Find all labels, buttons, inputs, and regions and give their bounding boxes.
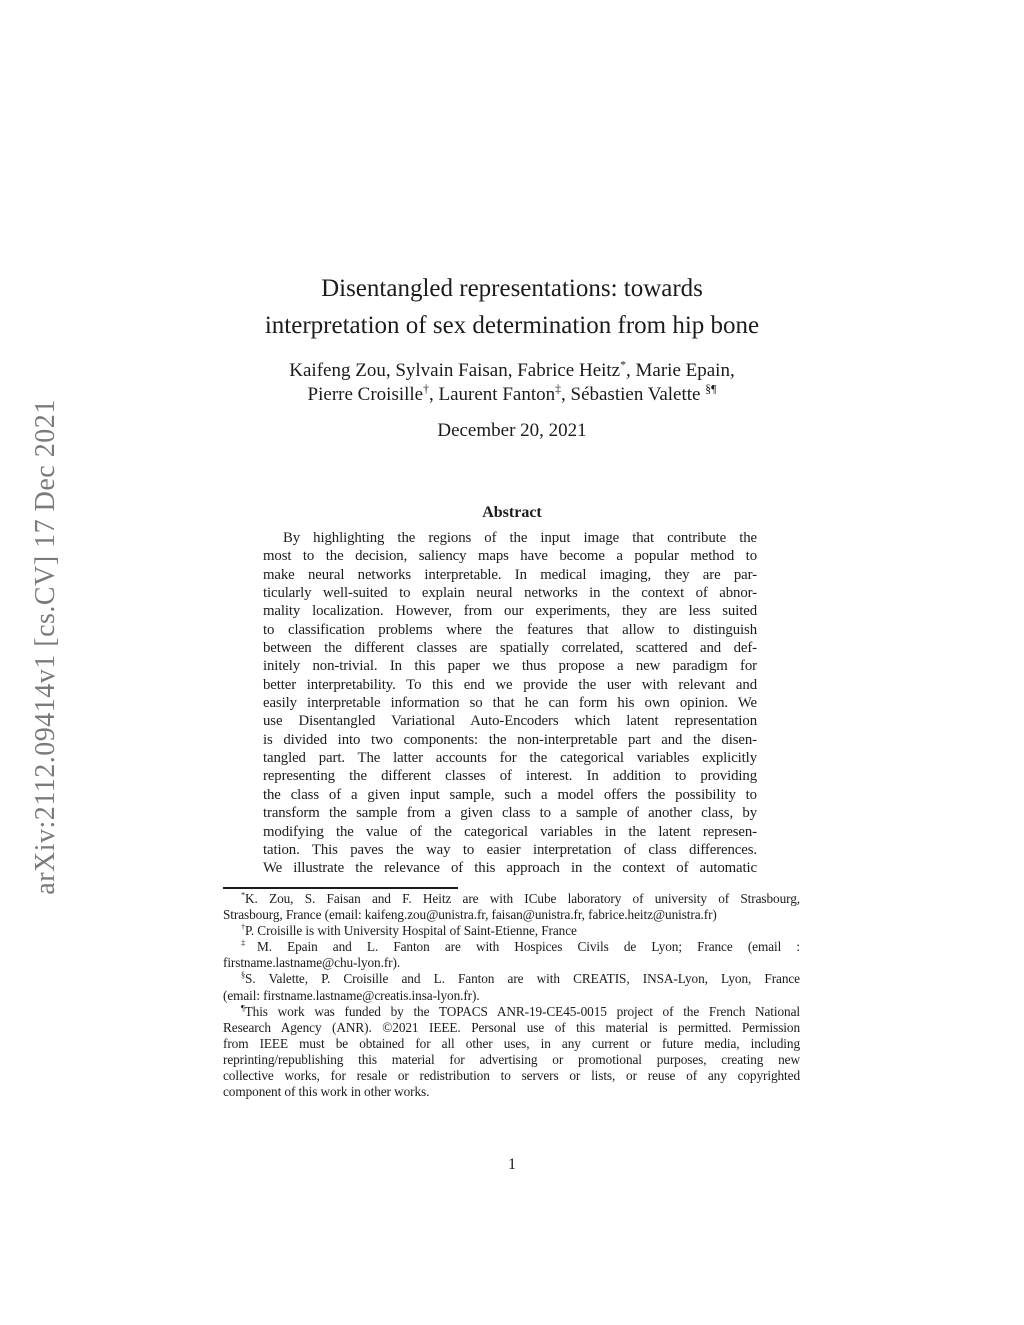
arxiv-stamp: arXiv:2112.09414v1 [cs.CV] 17 Dec 2021 xyxy=(30,399,61,895)
footnote-line: firstname.lastname@chu-lyon.fr). xyxy=(223,955,401,971)
author-line-2: Pierre Croisille†, Laurent Fanton‡, Sébastien Valette §¶ xyxy=(307,382,717,405)
footnote-marker: * xyxy=(620,358,627,372)
text-line: transform the sample from a given class to a sample of another class, by xyxy=(263,805,757,822)
footnote-marker: † xyxy=(423,382,429,396)
footnote-rule xyxy=(223,887,458,889)
text-line: is divided into two components: the non-interpretable part and the disen- xyxy=(263,731,757,748)
title-line-1: Disentangled representations: towards xyxy=(321,275,703,302)
text-line: tation. This paves the way to easier interpretation of class differences. xyxy=(263,841,757,858)
footnote-marker: § xyxy=(241,971,246,981)
footnote-line: ‡M. Epain and L. Fanton are with Hospices Civils de Lyon; France (email : xyxy=(241,938,800,955)
footnote-marker: §¶ xyxy=(705,382,717,396)
page-number: 1 xyxy=(508,1156,516,1173)
footnote-line: from IEEE must be obtained for all other uses, in any current or future media, including xyxy=(223,1035,800,1051)
footnote-line: *K. Zou, S. Faisan and F. Heitz are with ICube laboratory of university of Strasbourg, xyxy=(241,890,800,906)
paper-title xyxy=(0,270,1024,344)
footnote-marker: ‡ xyxy=(555,382,561,396)
footnote-marker: * xyxy=(241,890,246,900)
abstract-body xyxy=(263,529,757,878)
footnote-line: reprinting/republishing this material for advertising or promotional purposes, creating new xyxy=(223,1051,800,1067)
footnote-marker: † xyxy=(241,922,246,932)
text-line: ticularly well-suited to explain neural networks in the context of abnor- xyxy=(263,585,757,602)
footnotes xyxy=(223,891,800,1100)
text-line: mality localization. However, from our experiments, they are less suited xyxy=(263,603,757,620)
text-line: the class of a given input sample, such a model offers the possibility to xyxy=(263,786,757,803)
footnote-line: Strasbourg, France (email: kaifeng.zou@unistra.fr, faisan@unistra.fr, fabrice.heitz@unistra.fr) xyxy=(223,907,717,923)
text-line: By highlighting the regions of the input image that contribute the xyxy=(283,530,757,546)
author-line-1: Kaifeng Zou, Sylvain Faisan, Fabrice Heitz*, Marie Epain, xyxy=(289,358,735,381)
abstract-heading: Abstract xyxy=(482,504,542,521)
footnote-line: collective works, for resale or redistribution to servers or lists, or reuse of any copyrighted xyxy=(223,1068,800,1084)
author-list xyxy=(0,359,1024,407)
paper-date: December 20, 2021 xyxy=(437,420,587,441)
text-line: representing the different classes of interest. In addition to providing xyxy=(263,768,757,785)
text-line: to classification problems where the features that allow to distinguish xyxy=(263,621,757,638)
text-line: We illustrate the relevance of this approach in the context of automatic xyxy=(263,860,757,877)
text-line: initely non-trivial. In this paper we thus propose a new paradigm for xyxy=(263,658,757,675)
text-line: better interpretability. To this end we provide the user with relevant and xyxy=(263,676,757,693)
footnote-line: (email: firstname.lastname@creatis.insa-lyon.fr). xyxy=(223,987,480,1003)
footnote-line: †P. Croisille is with University Hospital of Saint-Etienne, France xyxy=(241,922,577,939)
text-line: most to the decision, saliency maps have become a popular method to xyxy=(263,548,757,565)
footnote-line: §S. Valette, P. Croisille and L. Fanton are with CREATIS, INSA-Lyon, Lyon, France xyxy=(241,971,800,987)
text-line: easily interpretable information so that he can form his own opinion. We xyxy=(263,695,757,712)
text-line: tangled part. The latter accounts for the categorical variables explicitly xyxy=(263,750,757,767)
footnote-line: ¶This work was funded by the TOPACS ANR-19-CE45-0015 project of the French National xyxy=(241,1003,800,1019)
footnote-line: component of this work in other works. xyxy=(223,1084,430,1100)
text-line: between the different classes are spatially correlated, scattered and def- xyxy=(263,640,757,657)
text-line: make neural networks interpretable. In medical imaging, they are par- xyxy=(263,566,757,583)
footnote-marker: ¶ xyxy=(241,1003,245,1013)
footnote-marker: ‡ xyxy=(241,938,257,948)
title-line-2: interpretation of sex determination from hip bone xyxy=(264,312,760,339)
text-line: use Disentangled Variational Auto-Encoders which latent representation xyxy=(263,713,757,730)
footnote-line: Research Agency (ANR). ©2021 IEEE. Personal use of this material is permitted. Permission xyxy=(223,1019,800,1035)
text-line: modifying the value of the categorical variables in the latent represen- xyxy=(263,823,757,840)
